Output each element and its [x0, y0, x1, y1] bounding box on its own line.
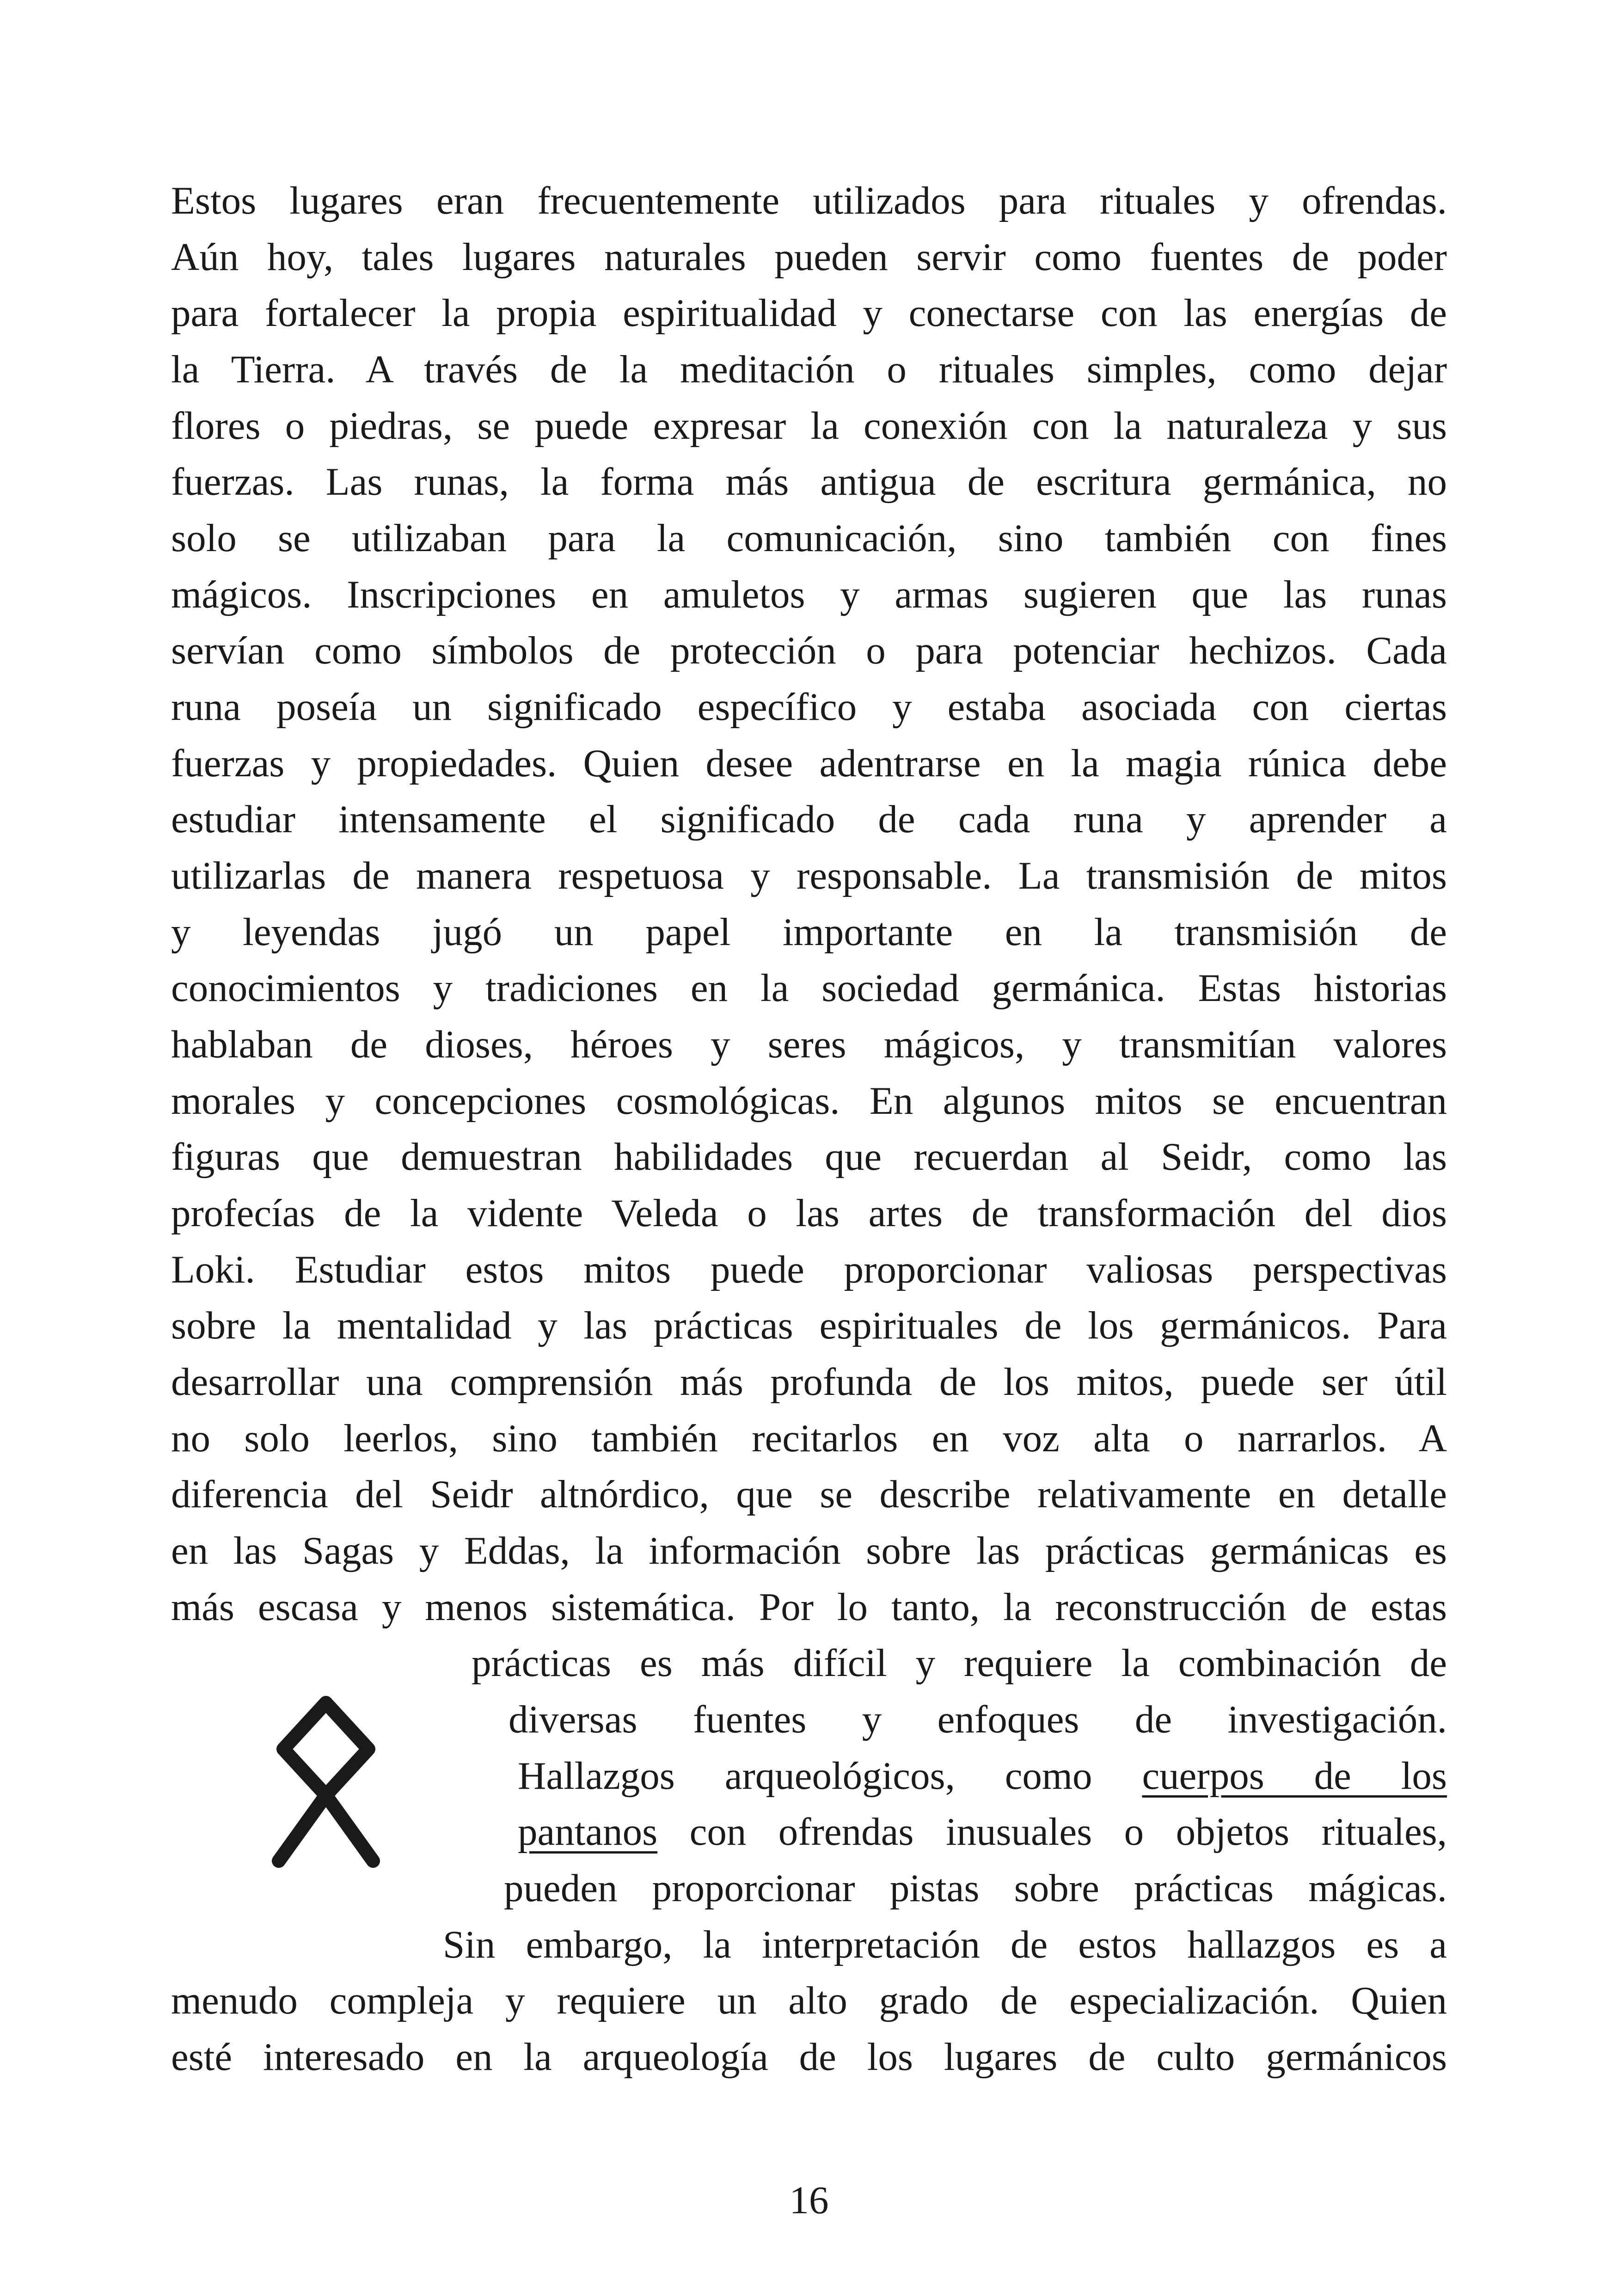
text-line: diferencia del Seidr altnórdico, que se describe relativamente en detalle [171, 1473, 1447, 1516]
underlined-term: cuerpos de los [1142, 1754, 1447, 1798]
text-line [518, 1805, 1447, 1859]
text-fragment: con ofrendas inusuales o objetos rituales, [657, 1810, 1447, 1854]
text-line: pueden proporcionar pistas sobre prácticas mágicas. [504, 1866, 1447, 1910]
text-line: fuerzas y propiedades. Quien desee adentrarse en la magia rúnica debe [171, 742, 1447, 785]
text-line: fuerzas. Las runas, la forma más antigua de escritura germánica, no [171, 460, 1447, 503]
text-line: servían como símbolos de protección o para potenciar hechizos. Cada [171, 629, 1447, 672]
text-line: estudiar intensamente el significado de cada runa y aprender a [171, 798, 1447, 841]
text-line: figuras que demuestran habilidades que recuerdan al Seidr, como las [171, 1135, 1447, 1179]
text-line: profecías de la vidente Veleda o las artes de transformación del dios [171, 1191, 1447, 1235]
text-line: la Tierra. A través de la meditación o rituales simples, como dejar [171, 348, 1447, 391]
page-number: 16 [789, 2179, 829, 2222]
text-line: morales y concepciones cosmológicas. En algunos mitos se encuentran [171, 1079, 1447, 1123]
text-line: hablaban de dioses, héroes y seres mágicos, y transmitían valores [171, 1023, 1447, 1066]
text-line [518, 1749, 1447, 1803]
text-line: prácticas es más difícil y requiere la combinación de [472, 1641, 1447, 1685]
text-line: solo se utilizaban para la comunicación, sino también con fines [171, 516, 1447, 560]
text-line: conocimientos y tradiciones en la sociedad germánica. Estas historias [171, 966, 1447, 1010]
text-line: más escasa y menos sistemática. Por lo tanto, la reconstrucción de estas [171, 1585, 1447, 1629]
text-line: flores o piedras, se puede expresar la conexión con la naturaleza y sus [171, 404, 1447, 448]
text-line: sobre la mentalidad y las prácticas espirituales de los germánicos. Para [171, 1304, 1447, 1347]
text-line: diversas fuentes y enfoques de investigación. [509, 1698, 1447, 1741]
text-line: desarrollar una comprensión más profunda de los mitos, puede ser útil [171, 1360, 1447, 1404]
text-line: runa poseía un significado específico y estaba asociada con ciertas [171, 685, 1447, 729]
text-line: menudo compleja y requiere un alto grado de especialización. Quien [171, 1979, 1447, 2022]
text-line: utilizarlas de manera respetuosa y responsable. La transmisión de mitos [171, 854, 1447, 897]
text-fragment: Hallazgos arqueológicos, como [518, 1754, 1142, 1798]
othala-rune-icon [266, 1694, 386, 1875]
text-line: Estos lugares eran frecuentemente utilizados para rituales y ofrendas. [171, 179, 1447, 222]
text-line: esté interesado en la arqueología de los lugares de culto germánicos [171, 2035, 1447, 2079]
text-line: Sin embargo, la interpretación de estos hallazgos es a [443, 1923, 1447, 1966]
text-line: mágicos. Inscripciones en amuletos y armas sugieren que las runas [171, 573, 1447, 616]
text-line: Aún hoy, tales lugares naturales pueden servir como fuentes de poder [171, 235, 1447, 279]
text-line: y leyendas jugó un papel importante en la transmisión de [171, 910, 1447, 954]
underlined-term: pantanos [518, 1810, 658, 1854]
text-line: en las Sagas y Eddas, la información sobre las prácticas germánicas es [171, 1529, 1447, 1572]
text-line: no solo leerlos, sino también recitarlos en voz alta o narrarlos. A [171, 1417, 1447, 1460]
text-line: para fortalecer la propia espiritualidad y conectarse con las energías de [171, 291, 1447, 335]
text-line: Loki. Estudiar estos mitos puede proporcionar valiosas perspectivas [171, 1248, 1447, 1291]
